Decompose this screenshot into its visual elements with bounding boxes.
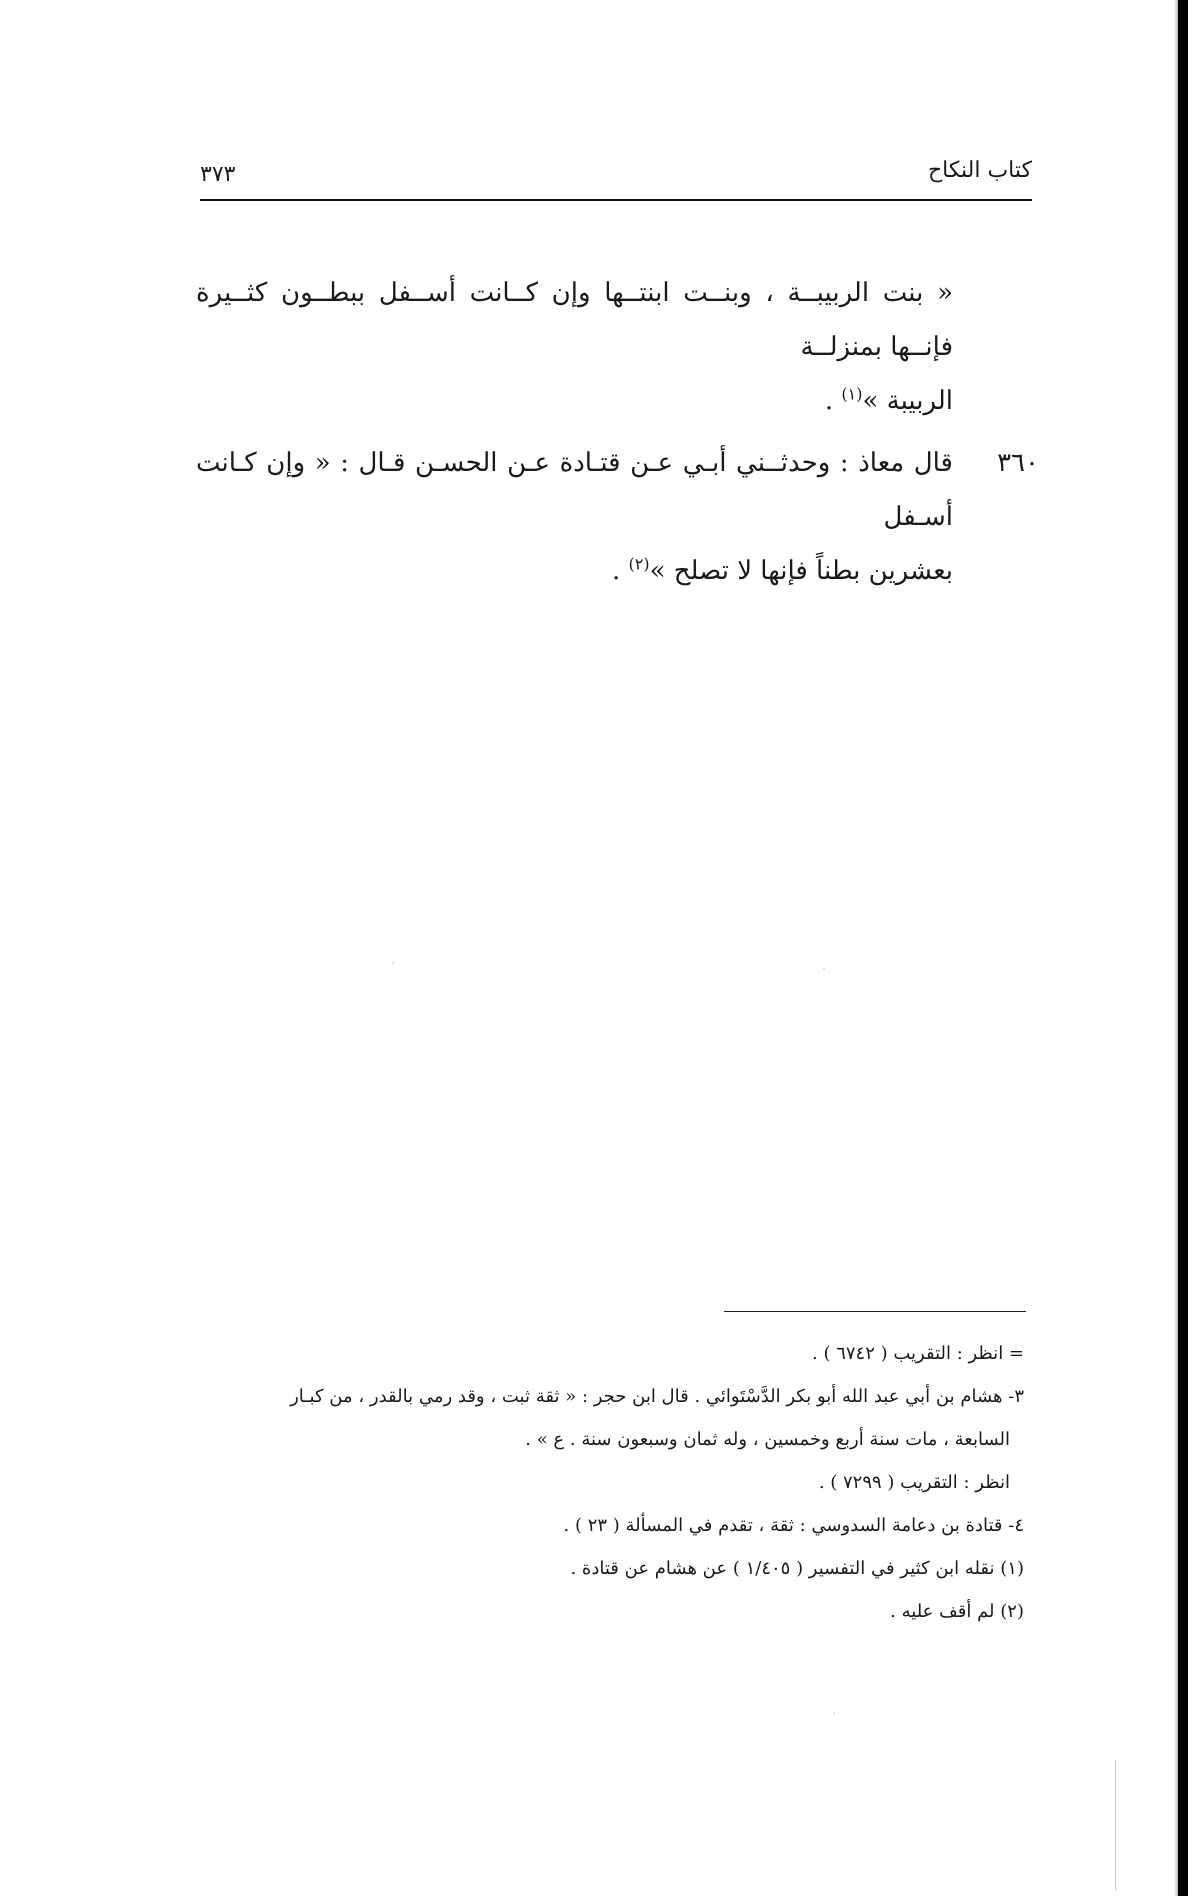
scan-speck — [392, 962, 394, 964]
entry-line: قال معاذ : وحدثــني أبـي عـن قتـادة عـن الحسـن قـال : « وإن كـانت أسـفل — [196, 448, 953, 532]
entry-number: ٣٦٠ — [997, 448, 1039, 478]
paragraph-line: « بنت الربيبــة ، وبنــت ابنتــها وإن كــانت أســفل ببطــون كثــيرة فإنــها بمنزلــة — [196, 278, 953, 362]
footnote-line: ٤- قتادة بن دعامة السدوسي : ثقة ، تقدم في المسألة ( ٢٣ ) . — [563, 1515, 1024, 1536]
entry-line: بعشرين بطناً فإنها لا تصلح » — [649, 556, 953, 586]
page-number: ٣٧٣ — [200, 162, 236, 187]
scan-speck — [823, 968, 825, 970]
running-title: كتاب النكاح — [927, 158, 1032, 183]
main-text — [196, 266, 1039, 606]
header-rule — [200, 199, 1032, 201]
scan-speck — [833, 1712, 835, 1714]
footnote-separator — [724, 1311, 1026, 1312]
footnotes — [196, 1332, 1024, 1633]
footnote-reference: (١) — [841, 384, 863, 404]
scan-mark — [1115, 1760, 1116, 1890]
footnote-line: ٣- هشام بن أبي عبد الله أبو بكر الدَّسْتَوائي . قال ابن حجر : « ثقة ثبت ، وقد رمي بالقدر ، من كبـار — [290, 1386, 1024, 1407]
paragraph — [196, 266, 953, 428]
entry-text — [196, 436, 953, 598]
footnote-line: (٢) لم أقف عليه . — [890, 1601, 1024, 1622]
numbered-entry — [196, 436, 1039, 598]
page-header — [200, 158, 1032, 200]
paragraph-line: الربيبة » — [862, 386, 953, 416]
footnote-line: السابعة ، مات سنة أربع وخمسين ، وله ثمان وسبعون سنة . ع » . — [525, 1429, 1010, 1450]
footnote-line: (١) نقله ابن كثير في التفسير ( ١/٤٠٥ ) عن هشام عن قتادة . — [570, 1558, 1024, 1579]
scan-edge — [1178, 0, 1188, 1896]
footnote-reference: (٢) — [628, 554, 650, 574]
footnote-line: = انظر : التقريب ( ٦٧٤٢ ) . — [812, 1343, 1024, 1364]
entry-end: . — [611, 556, 629, 586]
paragraph-end: . — [824, 386, 842, 416]
footnote-line: انظر : التقريب ( ٧٢٩٩ ) . — [818, 1472, 1010, 1493]
